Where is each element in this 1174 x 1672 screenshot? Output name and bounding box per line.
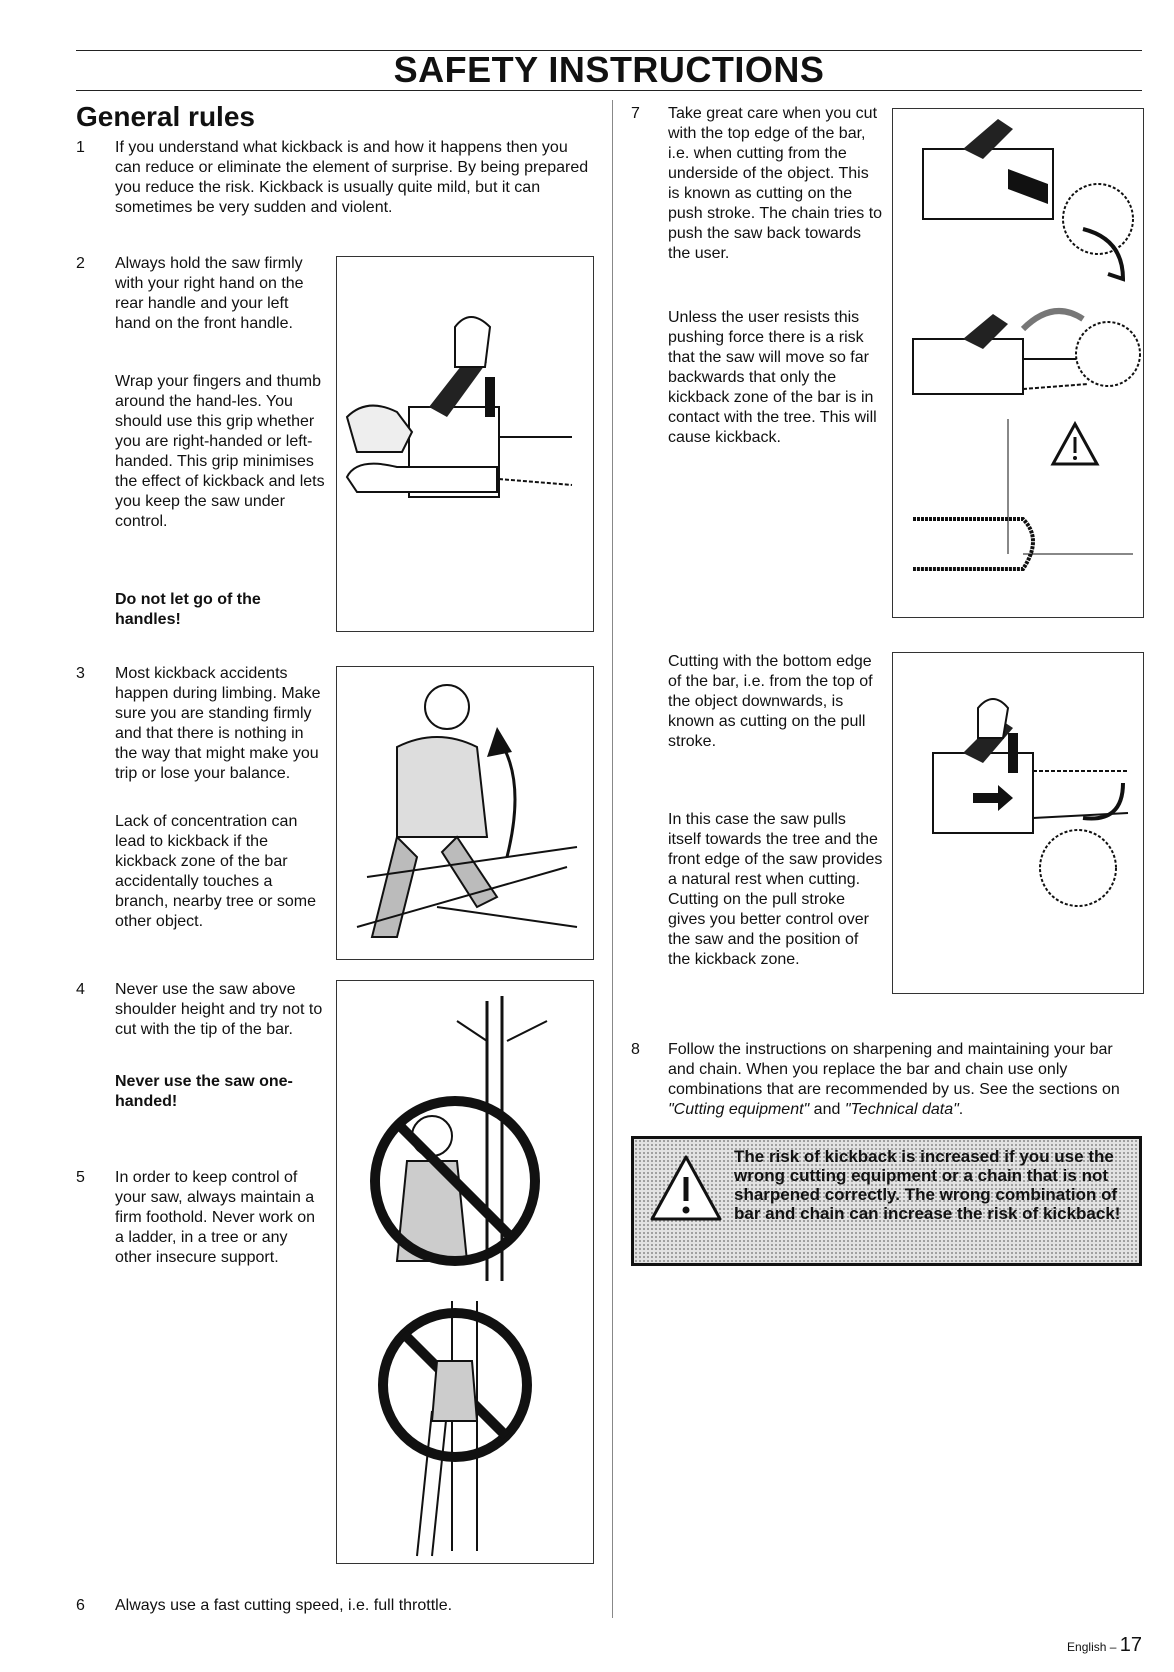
column-divider [612,100,613,1618]
rule-3-number: 3 [76,665,85,682]
rule-3-text: Most kickback accidents happen during limbing. Make sure you are standing firmly and that there is nothing in the way that might make you trip or lose your balance. [115,665,321,782]
figure-grip-saw [336,256,594,632]
rule-7-text-2: Unless the user resists this pushing force there is a risk that the saw will move so far backwards that only the kickback zone of the bar is in contact with the tree. This will cause kickback. [668,309,877,446]
rule-7-text-3: Cutting with the bottom edge of the bar, i.e. from the top of the object downwards, is known as cutting on the pull stroke. [668,653,873,750]
rule-4-warning-bold: Never use the saw one-handed! [115,1073,293,1110]
rule-7-text: Take great care when you cut with the top edge of the bar, i.e. when cutting from the underside of the object. This is known as cutting on the push stroke. The chain tries to push the saw back towards the user. [668,105,883,262]
rule-1-text: If you understand what kickback is and how it happens then you can reduce or eliminate the element of surprise. By being prepared you reduce the risk. Kickback is usually quite mild, but it can sometimes be very sudden and violent. [115,139,589,216]
footer-separator: – [1106,1640,1120,1654]
rule-3-text-2: Lack of concentration can lead to kickback if the kickback zone of the bar accidentally touches a branch, nearby tree or some other object. [115,813,316,930]
figure-limbing [336,666,594,960]
rule-7-text-4: In this case the saw pulls itself towards the tree and the front edge of the saw provides a natural rest when cutting. Cutting on the pull stroke gives you better control over the saw and the position of the kickback zone. [668,811,883,968]
warning-triangle-icon [648,1153,724,1225]
rule-5-number: 5 [76,1169,85,1186]
push-stroke-illustration [893,109,1143,617]
rule-2-number: 2 [76,255,85,272]
rule-8-text-b: and [809,1101,845,1118]
limbing-illustration [337,667,593,959]
figure-pull-stroke [892,652,1144,994]
rule-8-number: 8 [631,1041,640,1058]
kickback-warning-box [631,1136,1142,1266]
rule-8-paragraph [668,1040,1142,1120]
page-title: SAFETY INSTRUCTIONS [393,49,825,90]
figure-push-stroke [892,108,1144,618]
rule-5-text: In order to keep control of your saw, always maintain a firm foothold. Never work on a ladder, in a tree or any other insecure support. [115,1169,316,1266]
footer-language: English [1067,1640,1107,1654]
rule-6-text: Always use a fast cutting speed, i.e. full throttle. [115,1597,453,1614]
rule-2-warning-bold: Do not let go of the handles! [115,591,261,628]
rule-8-text-c: . [958,1101,964,1118]
rule-6-number: 6 [76,1597,85,1614]
rule-1-number: 1 [76,139,85,156]
rule-4-number: 4 [76,981,85,998]
reference-cutting-equipment: "Cutting equipment" [668,1101,810,1118]
grip-saw-illustration [337,257,593,631]
page-number: 17 [1119,1634,1142,1656]
rule-2-text: Always hold the saw firmly with your right hand on the rear handle and your left hand on the front handle. [115,255,304,332]
section-heading: General rules [76,101,255,132]
pull-stroke-illustration [893,653,1143,993]
figure-prohibited-positions [336,980,594,1564]
rule-7-number: 7 [631,105,640,122]
rule-4-text: Never use the saw above shoulder height and try not to cut with the tip of the bar. [115,981,323,1038]
rule-2-text-2: Wrap your fingers and thumb around the hand-les. You should use this grip whether you are right-handed or left-handed. This grip minimises the effect of kickback and lets you keep the saw under control. [115,373,325,530]
title-underline [76,90,1142,91]
page-footer [1067,1634,1142,1657]
reference-technical-data: "Technical data" [844,1101,959,1118]
prohibited-positions-illustration [337,981,593,1563]
rule-8-text-a: Follow the instructions on sharpening and maintaining your bar and chain. When you replace the bar and chain use only combinations that are recommended by us. See the sections on [668,1041,1120,1098]
warning-text: The risk of kickback is increased if you use the wrong cutting equipment or a chain that is not sharpened correctly. The wrong combination of bar and chain can increase the risk of kickback! [734,1147,1121,1223]
